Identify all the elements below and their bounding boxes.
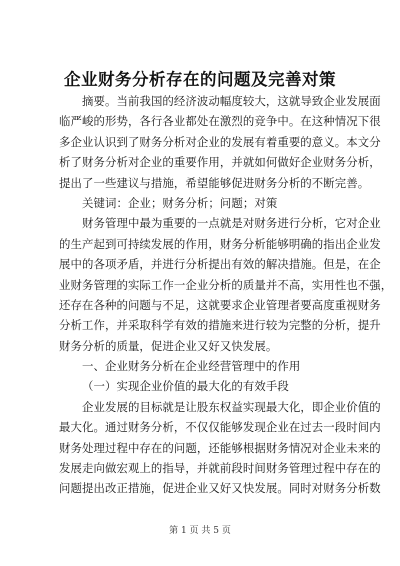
abstract-line: 多企业认识到了财务分析对企业的发展有着重要的意义。本文分 xyxy=(59,134,381,149)
paragraph-line: 财务处理过程中存在的问题，还能够根据财务情况对企业未来的 xyxy=(59,440,381,455)
section-heading: 一、企业财务分析在企业经营管理中的作用 xyxy=(82,359,301,374)
paragraph-line: 财务分析的质量，促进企业又好又快发展。 xyxy=(59,338,278,353)
paragraph-line: 业财务管理的实际工作一企业分析的质量并不高，实用性也不强， xyxy=(59,277,393,292)
subsection-heading: （一）实现企业价值的最大化的有效手段 xyxy=(82,379,289,394)
abstract-line: 析了财务分析对企业的重要作用，并就如何做好企业财务分析， xyxy=(59,155,381,170)
paragraph-line: 企业发展的目标就是让股东权益实现最大化，即企业价值的 xyxy=(82,399,381,414)
abstract-line: 提出了一些建议与措施，希望能够促进财务分析的不断完善。 xyxy=(59,175,370,190)
paragraph-line: 还存在各种的问题与不足，这就要求企业管理者要高度重视财务 xyxy=(59,297,381,312)
abstract-line: 摘要。当前我国的经济波动幅度较大，这就导致企业发展面 xyxy=(82,94,381,108)
paragraph-line: 发展走向做宏观上的指导，并就前段时间财务管理过程中存在的 xyxy=(59,461,381,476)
page-footer: 第 1 页 共 5 页 xyxy=(169,526,231,536)
paragraph-line: 财务管理中最为重要的一点就是对财务进行分析，它对企业 xyxy=(82,216,381,231)
paragraph-line: 的生产起到可持续发展的作用，财务分析能够明确的指出企业发 xyxy=(59,236,381,251)
document-title: 企业财务分析存在的问题及完善对策 xyxy=(64,70,336,89)
abstract-line: 临严峻的形势，各行各业都处在激烈的竞争中。在这种情况下很 xyxy=(59,114,381,129)
paragraph-line: 分析工作，并采取科学有效的措施来进行较为完整的分析，提升 xyxy=(59,318,381,333)
paragraph-line: 展中的各项矛盾，并进行分析提出有效的解决措施。但是，在企 xyxy=(59,257,381,272)
paragraph-line: 最大化。通过财务分析，不仅仅能够发现企业在过去一段时间内 xyxy=(59,420,381,435)
keywords-line: 关键词：企业；财务分析；问题；对策 xyxy=(82,195,278,210)
paragraph-line: 问题提出改正措施，促进企业又好又快发展。同时对财务分析数 xyxy=(59,481,381,496)
document-body xyxy=(59,91,393,499)
